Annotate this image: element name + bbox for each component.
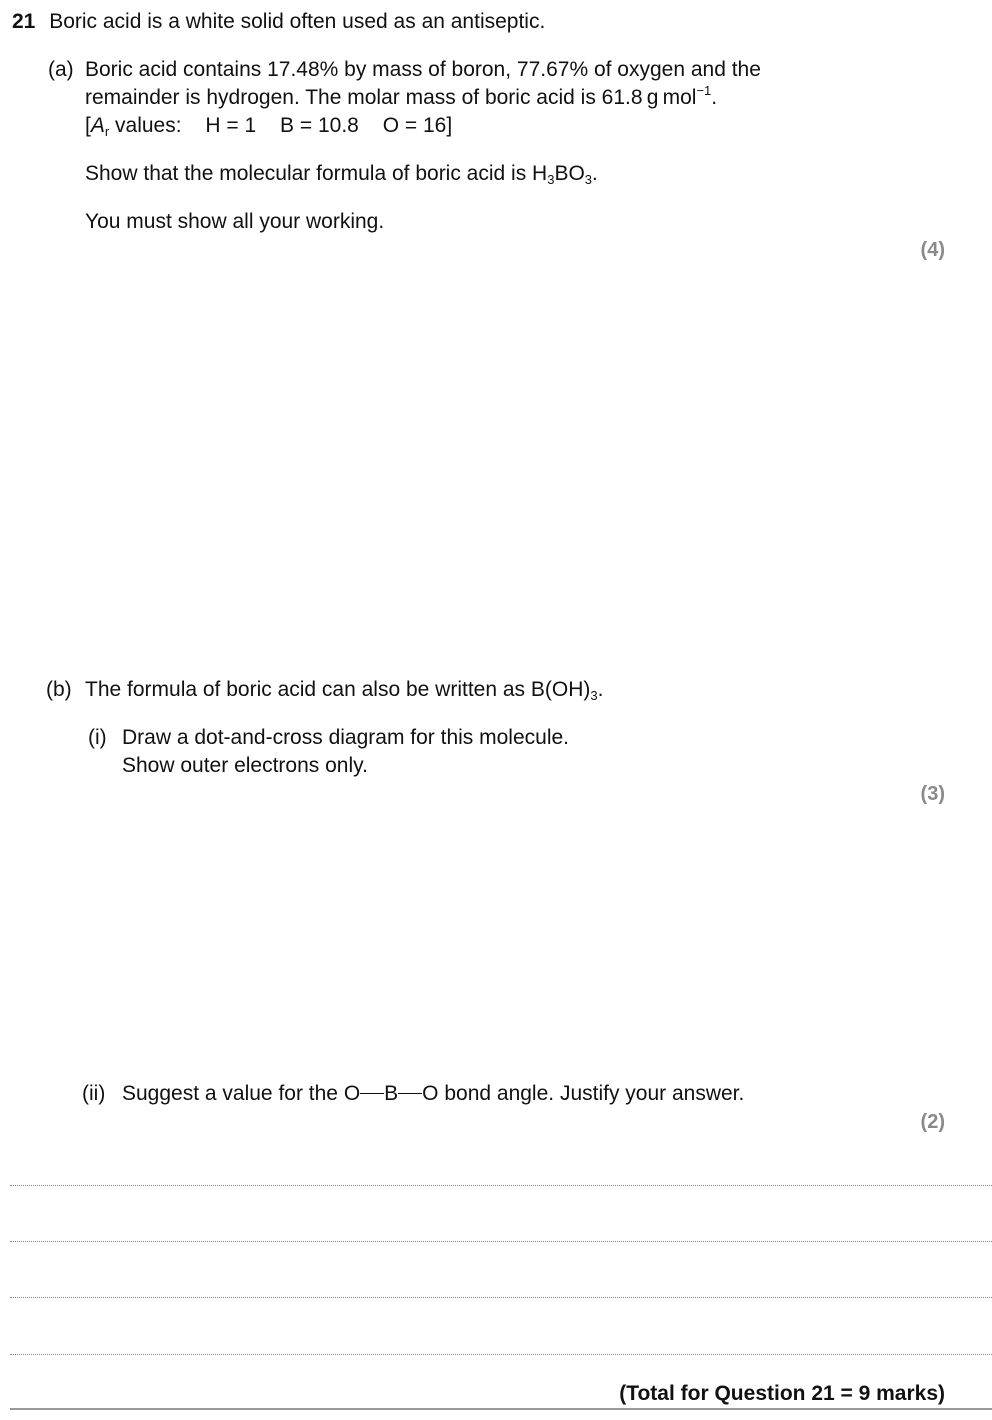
part-b-i-line1: Draw a dot-and-cross diagram for this molecule. [122, 726, 570, 749]
bottom-rule [10, 1408, 992, 1410]
answer-space-b-i[interactable] [85, 815, 945, 1055]
ar-values [85, 114, 452, 138]
part-b-sub: 3 [590, 688, 598, 703]
question-number: 21 [12, 10, 36, 33]
part-a-line2-end: . [711, 86, 718, 109]
answer-line-4[interactable] [10, 1354, 992, 1355]
answer-line-2[interactable] [10, 1241, 992, 1242]
part-b-ii-marks: (2) [920, 1111, 945, 1133]
total-marks: (Total for Question 21 = 9 marks) [619, 1382, 945, 1405]
ar-open: [ [85, 114, 91, 137]
answer-space-a[interactable] [85, 270, 945, 650]
part-a-label: (a) [48, 58, 74, 81]
part-a-line1: Boric acid contains 17.48% by mass of boron, 77.67% of oxygen and the [85, 58, 761, 81]
part-b-label: (b) [46, 678, 72, 701]
ar-A: A [90, 114, 105, 137]
part-b-i-label: (i) [88, 726, 107, 749]
show-mid: BO [554, 162, 585, 185]
bond-line-2 [398, 1093, 422, 1094]
part-a-line2-text: remainder is hydrogen. The molar mass of boric acid is 61.8 g mol [85, 86, 697, 109]
show-text: Show that the molecular formula of boric acid is H [85, 162, 548, 185]
part-b-i-marks: (3) [920, 783, 945, 805]
answer-line-3[interactable] [10, 1297, 992, 1298]
part-b-ii-B: B [384, 1082, 399, 1105]
ar-sub: r [104, 124, 110, 139]
part-a-marks: (4) [920, 239, 945, 261]
ar-values-word: values: [109, 114, 182, 137]
part-b-ii-label: (ii) [82, 1082, 106, 1105]
ar-O: O = 16] [382, 114, 453, 137]
ar-H: H = 1 [205, 114, 257, 137]
part-b-ii-text-end: O bond angle. Justify your answer. [422, 1082, 745, 1105]
ar-B: B = 10.8 [280, 114, 359, 137]
question-intro: Boric acid is a white solid often used as an antiseptic. [49, 10, 546, 33]
show-formula [85, 162, 598, 186]
part-b-ii-text-start: Suggest a value for the O [122, 1082, 361, 1105]
part-b-ii-text [122, 1082, 744, 1106]
bond-line-1 [360, 1093, 384, 1094]
part-b-text-main: The formula of boric acid can also be written as B(OH) [85, 678, 591, 701]
working-instruction: You must show all your working. [85, 210, 385, 233]
part-b-i-line2: Show outer electrons only. [122, 754, 368, 777]
part-b-text [85, 678, 603, 702]
show-sub1: 3 [547, 172, 555, 187]
answer-line-1[interactable] [10, 1185, 992, 1186]
show-sub2: 3 [584, 172, 593, 187]
part-a-line2 [85, 83, 718, 110]
part-a-line2-sup: −1 [696, 83, 712, 98]
part-b-end: . [597, 678, 604, 701]
show-end: . [592, 162, 598, 185]
question-header [12, 10, 545, 34]
